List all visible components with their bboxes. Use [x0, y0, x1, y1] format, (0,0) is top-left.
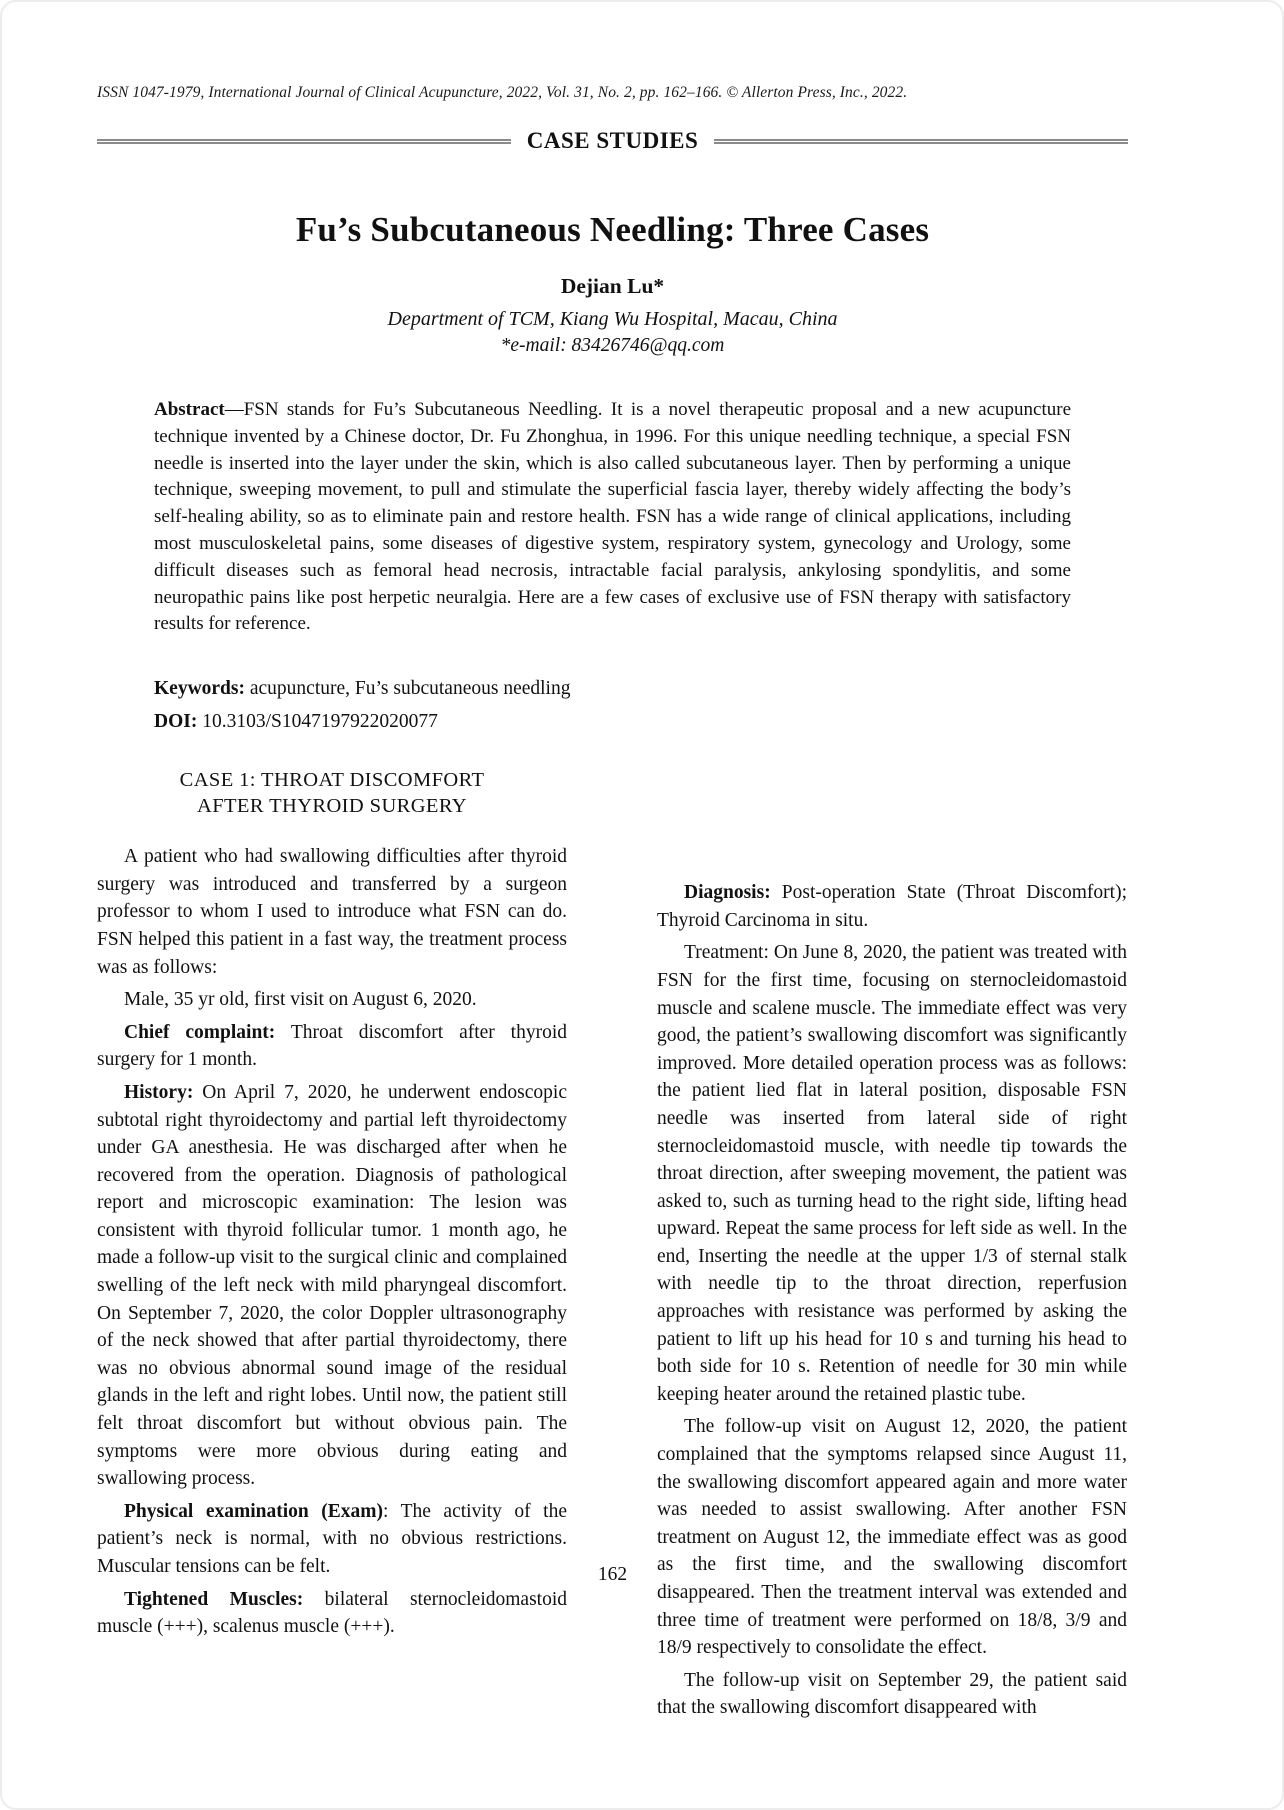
page-content — [97, 2, 1128, 1727]
paragraph-label: Tightened Muscles: — [124, 1588, 304, 1610]
paragraph — [657, 1667, 1127, 1722]
article-title: Fu’s Subcutaneous Needling: Three Cases — [295, 210, 930, 249]
banner-rule-right — [714, 139, 1128, 144]
keywords-text: acupuncture, Fu’s subcutaneous needling — [245, 678, 571, 700]
paragraph-label: Chief complaint: — [124, 1021, 276, 1043]
paragraph-text: The follow-up visit on August 12, 2020, the patient complained that the symptoms relapsed since August 11, the swallowing discomfort appeared again and more water was needed to assist swallowing. After another FSN treatment on August 12, the immediate effect was as good as the first time, and the swallowing discomfort disappeared. Then the treatment interval was extended and three time of treatment were performed on 18/8, 3/9 and 18/9 respectively to consolidate the effect. — [657, 1416, 1127, 1659]
author-affiliation: Department of TCM, Kiang Wu Hospital, Macau, China — [387, 308, 838, 330]
paragraph — [97, 843, 567, 981]
keywords-label: Keywords: — [154, 678, 245, 700]
journal-citation-line: ISSN 1047-1979, International Journal of Clinical Acupuncture, 2022, Vol. 31, No. 2, pp. 162–166. © Allerton Press, Inc., 2022. — [97, 84, 908, 101]
case1-heading-line2: AFTER THYROID SURGERY — [197, 795, 467, 818]
paragraph — [97, 986, 567, 1014]
abstract-text: —FSN stands for Fu’s Subcutaneous Needling. It is a novel therapeutic proposal and a new acupuncture technique invented by a Chinese doctor, Dr. Fu Zhonghua, in 1996. For this unique needling technique, a special FSN needle is inserted into the layer under the skin, which is also called subcutaneous layer. Then by performing a unique technique, sweeping movement, to pull and stimulate the superficial fascia layer, thereby widely affecting the body’s self-healing ability, so as to eliminate pain and restore health. FSN has a wide range of clinical applications, including most musculoskeletal pains, some diseases of digestive system, respiratory system, gynecology and Urology, some difficult diseases such as femoral head necrosis, intractable facial paralysis, ankylosing spondylitis, and some neuropathic pains like post herpetic neuralgia. Here are a few cases of exclusive use of FSN therapy with satisfactory results for reference. — [154, 399, 1071, 635]
doi-text: 10.3103/S1047197922020077 — [197, 711, 438, 733]
paragraph — [657, 939, 1127, 1408]
paragraph-label: Physical examination (Exam) — [124, 1500, 384, 1522]
paragraph-text: Treatment: On June 8, 2020, the patient was treated with FSN for the first time, focusing on sternocleidomastoid muscle and scalene muscle. The immediate effect was very good, the patient’s swallowing discomfort was significantly improved. More detailed operation process was as follows: the patient lied flat in lateral position, disposable FSN needle was inserted from lateral side of right sternocleidomastoid muscle, with needle tip towards the throat direction, after sweeping movement, the patient was asked to, such as turning head to the right side, lifting head upward. Repeat the same process for left side as well. In the end, Inserting the needle at the upper 1/3 of sternal stalk with needle tip to the throat direction, reperfusion approaches with resistance was performed by asking the patient to lift up his head for 10 s and turning his head to both side for 10 s. Retention of needle for 30 min while keeping heater around the retained plastic tube. — [657, 942, 1127, 1405]
paragraph-text: Post-operation State (Throat Discomfort); Thyroid Carcinoma in situ. — [657, 882, 1127, 931]
paragraph-text: On April 7, 2020, he underwent endoscopic subtotal right thyroidectomy and partial left thyroidectomy under GA anesthesia. He was discharged after when he recovered from the operation. Diagnosis of pathological report and microscopic examination: The lesion was consistent with thyroid follicular tumor. 1 month ago, he made a follow-up visit to the surgical clinic and complained swelling of the left neck with mild pharyngeal discomfort. On September 7, 2020, the color Doppler ultrasonography of the neck showed that after partial thyroidectomy, there was no obvious abnormal sound image of the residual glands in the left and right lobes. Until now, the patient still felt throat discomfort but without obvious pain. The symptoms were more obvious during eating and swallowing process. — [97, 1081, 567, 1490]
paragraph — [97, 1586, 567, 1641]
page-number: 162 — [597, 1564, 628, 1585]
case1-heading-line1: CASE 1: THROAT DISCOMFORT — [179, 769, 485, 792]
paragraph — [97, 1019, 567, 1074]
banner-rule-left — [97, 139, 511, 144]
paragraph-label: Diagnosis: — [684, 882, 771, 904]
paragraph-text: : The activity of the patient’s neck is normal, with no obvious restrictions. Muscular tensions can be felt. — [97, 1500, 567, 1578]
paragraph-text: Throat discomfort after thyroid surgery for 1 month. — [97, 1021, 568, 1071]
paragraph-text: bilateral sternocleidomastoid muscle (+++), scalenus muscle (+++). — [97, 1588, 567, 1638]
abstract-label: Abstract — [154, 399, 225, 420]
paragraph-text: A patient who had swallowing difficulties after thyroid surgery was introduced and transferred by a surgeon professor to whom I used to introduce what FSN can do. FSN helped this patient in a fast way, the treatment process was as follows: — [97, 846, 567, 978]
section-banner — [97, 128, 1128, 154]
section-banner-title: CASE STUDIES — [526, 128, 699, 153]
author-name: Dejian Lu* — [560, 274, 665, 298]
keywords-line — [154, 678, 1071, 700]
paragraph-text: Male, 35 yr old, first visit on August 6, 2020. — [124, 989, 477, 1011]
abstract — [154, 397, 1071, 638]
paragraph-text: The follow-up visit on September 29, the patient said that the swallowing discomfort disappeared with — [657, 1669, 1127, 1719]
paragraph — [657, 879, 1127, 934]
paragraph — [657, 1413, 1127, 1661]
paragraph — [97, 1079, 567, 1493]
paragraph-label: History: — [124, 1081, 194, 1103]
doi-line — [154, 711, 1071, 733]
author-email: *e-mail: 83426746@qq.com — [500, 335, 725, 356]
doi-label: DOI: — [154, 711, 198, 733]
case1-heading — [97, 767, 567, 819]
